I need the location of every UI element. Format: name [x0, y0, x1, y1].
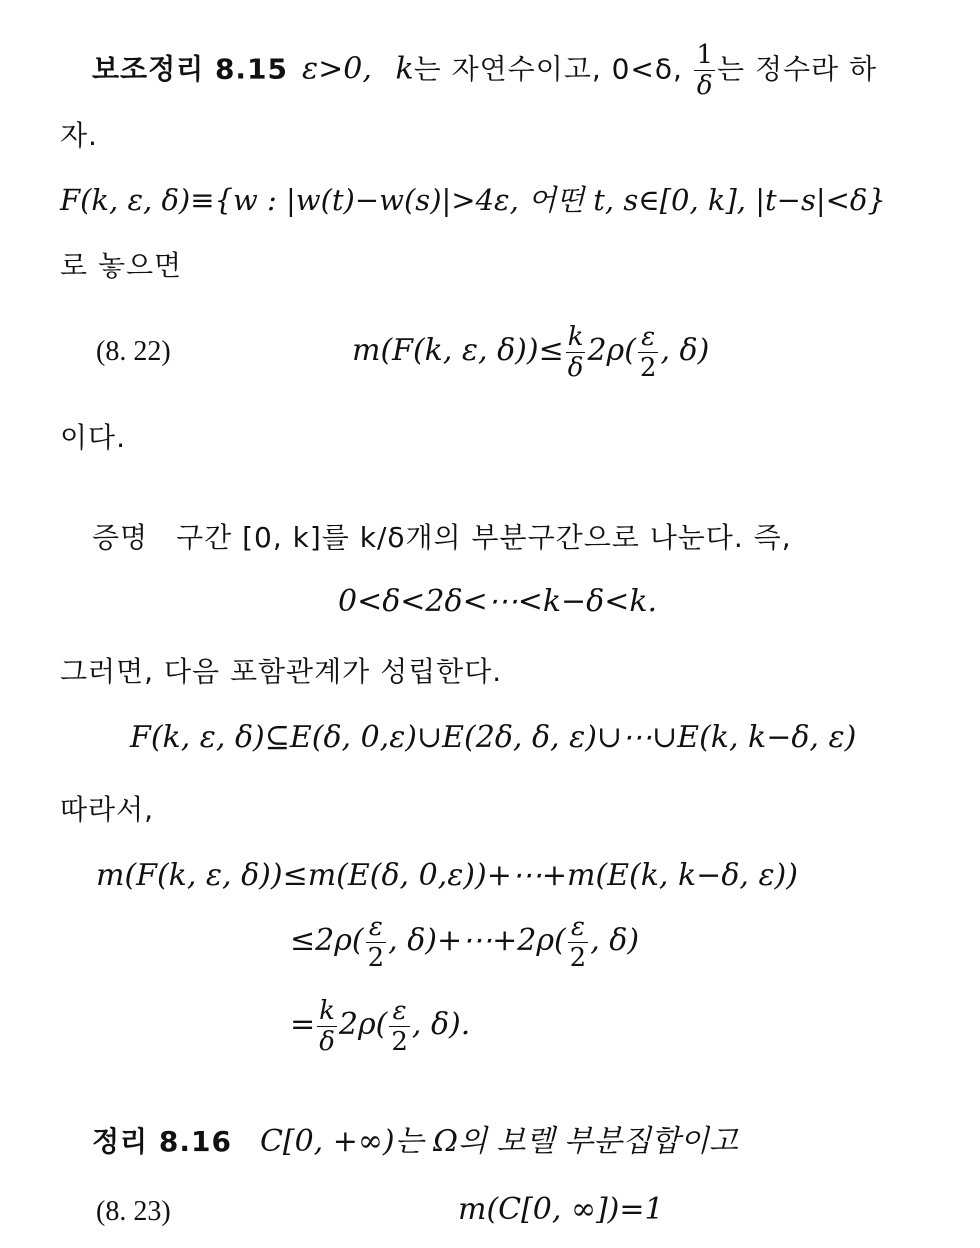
proof-chain-line-3: = $\frac{k}{\delta}$ 2ρ( $\frac{\varepsilon}{2}$ , δ).	[290, 995, 471, 1057]
lemma-label: 보조정리 8.15	[92, 52, 289, 86]
lemma-line-1	[92, 42, 877, 99]
equation-number-8-22: (8. 22)	[96, 336, 171, 367]
proof-then-text: 그러면, 다음 포함관계가 성립한다.	[60, 655, 503, 688]
equation-number-8-23: (8. 23)	[96, 1196, 171, 1227]
proof-chain-line-2: ≤2ρ( $\frac{\varepsilon}{2}$ , δ)+⋯+2ρ( $\frac{\varepsilon}{2}$ , δ)	[290, 911, 640, 973]
lemma-cond-epsilon: ε>0,	[302, 51, 382, 87]
lemma-fraction-one-over-delta: $\frac{1}{\delta}$	[696, 40, 714, 101]
epsilon-over-two-fraction: $\frac{\varepsilon}{2}$	[569, 911, 587, 973]
epsilon-over-two-fraction: $\frac{\varepsilon}{2}$	[639, 321, 657, 383]
equation-8-23: m(C[0, ∞])=1	[458, 1192, 664, 1227]
proof-inclusion: F(k, ε, δ)⊆E(δ, 0,ε)∪E(2δ, δ, ε)∪⋯∪E(k, k−δ, ε)	[130, 720, 857, 755]
proof-line-1	[92, 518, 792, 558]
lemma-end-text: 이다.	[60, 421, 126, 454]
epsilon-over-two-fraction: $\frac{\varepsilon}{2}$	[391, 995, 408, 1057]
proof-divide-text: 구간 [0, k]를 k/δ개의 부분구간으로 나눈다. 즉,	[176, 521, 792, 554]
lemma-set-definition: F(k, ε, δ)≡{w : |w(t)−w(s)|>4ε, 어떤 t, s∈[0, k], |t−s|<δ}	[60, 183, 886, 217]
proof-chain-line-1: m(F(k, ε, δ))≤m(E(δ, 0,ε))+⋯+m(E(k, k−δ, ε))	[96, 858, 798, 893]
lemma-line-2: 자.	[60, 119, 98, 152]
lemma-put-text: 로 놓으면	[60, 249, 183, 282]
epsilon-over-two-fraction: $\frac{\varepsilon}{2}$	[367, 911, 385, 973]
k-over-delta-fraction: $\frac{k}{\delta}$	[319, 995, 335, 1057]
theorem-label: 정리 8.16	[92, 1125, 232, 1158]
k-over-delta-fraction: $\frac{k}{\delta}$	[567, 321, 584, 383]
proof-therefore: 따라서,	[60, 793, 155, 826]
lemma-cond-natural: 는 자연수이고, 0<δ,	[413, 52, 683, 86]
theorem-statement: C[0, +∞)는 Ω의 보렐 부분집합이고	[259, 1124, 738, 1159]
inequality-8-22: m(F(k, ε, δ))≤ $\frac{k}{\delta}$ 2ρ( $\frac{\varepsilon}{2}$ , δ)	[352, 321, 710, 383]
lemma-k: k	[395, 51, 414, 87]
proof-label: 증명	[92, 521, 149, 554]
proof-partition: 0<δ<2δ<⋯<k−δ<k.	[338, 584, 658, 619]
theorem-line	[92, 1122, 738, 1162]
lemma-cond-integer: 는 정수라 하	[717, 52, 878, 86]
